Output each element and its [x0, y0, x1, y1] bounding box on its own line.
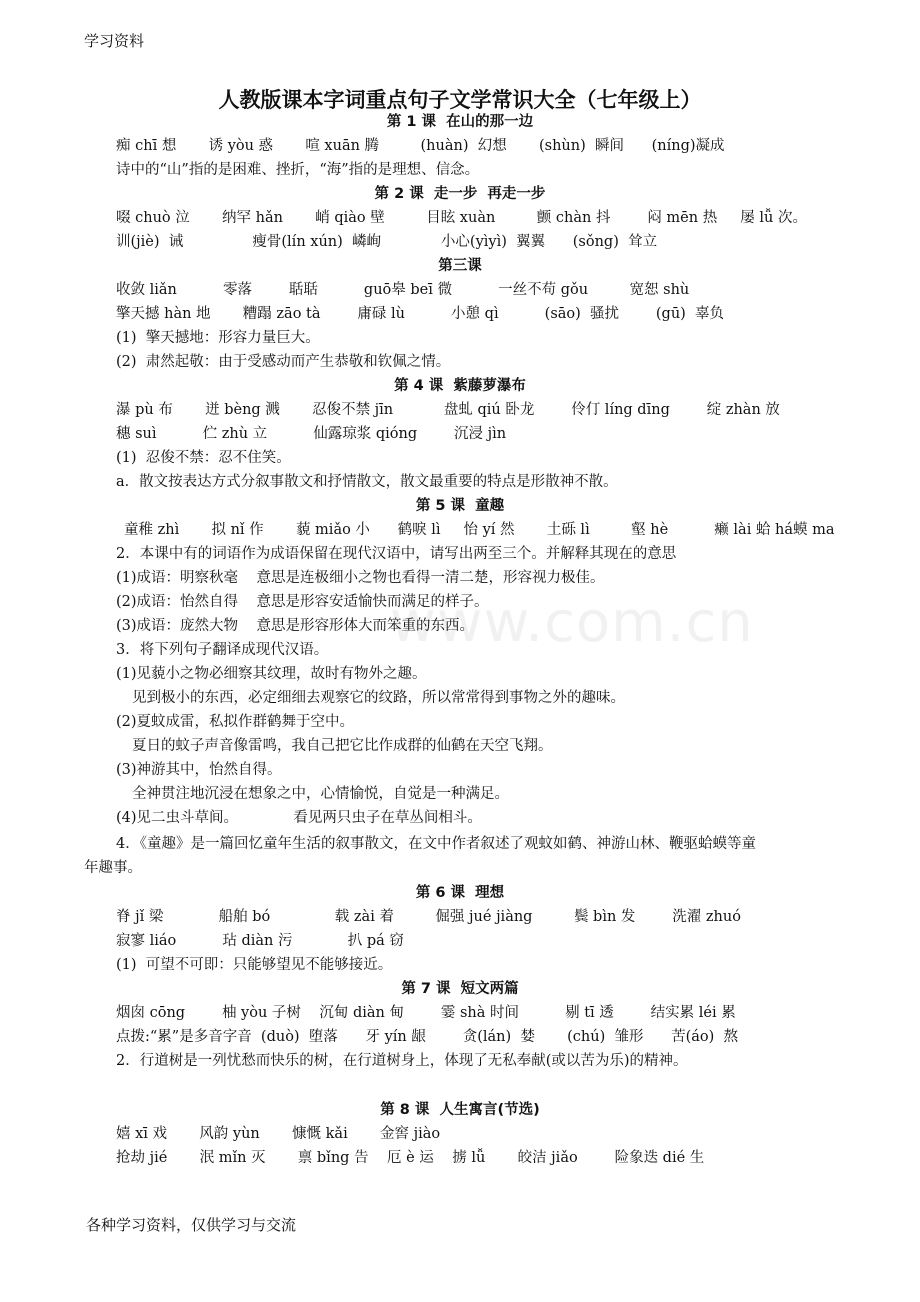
text-line: 寂寥 liáo 玷 diàn 污 扒 pá 窃: [116, 933, 404, 949]
text-line: (4)见二虫斗草间。 看见两只虫子在草丛间相斗。: [116, 810, 482, 826]
lesson-heading: 第 5 课 童趣: [415, 498, 505, 514]
text-line: 啜 chuò 泣 纳罕 hǎn 峭 qiào 壁 目眩 xuàn 颤 chàn 抖 闷 mēn 热 屡 lǚ 次。: [116, 210, 807, 226]
text-line: 童稚 zhì 拟 nǐ 作 藐 miǎo 小 鹤唳 lì 怡 yí 然 土砾 lì 壑 hè 癞 lài 蛤 há蟆 ma: [124, 522, 835, 538]
lesson-heading: 第 2 课 走一步 再走一步: [374, 186, 546, 202]
text-line: (1) 可望不可即：只能够望见不能够接近。: [116, 957, 393, 973]
text-line: 收敛 liǎn 零落 聒聒 guō皋 beī 微 一丝不苟 gǒu 宽恕 shù: [116, 282, 690, 298]
watermark: www.com.cn: [390, 590, 754, 655]
text-line: 训(jiè) 诫 瘦骨(lín xún) 嶙峋 小心(yìyì) 翼翼 (sǒng) 耸立: [116, 234, 658, 250]
text-line: 见到极小的东西，必定细细去观察它的纹路，所以常常得到事物之外的趣味。: [132, 690, 625, 706]
lesson-heading: 第三课: [438, 258, 482, 274]
text-line: 点拨:“累”是多音字音 (duò) 堕落 牙 yín 龈 贪(lán) 婪 (chú) 雏形 苦(áo) 熬: [116, 1029, 739, 1045]
text-line: 年趣事。: [84, 860, 142, 876]
text-line: 瀑 pù 布 迸 bèng 溅 忍俊不禁 jīn 盘虬 qiú 卧龙 伶仃 líng dīng 绽 zhàn 放: [116, 402, 780, 418]
text-line: (1)成语：明察秋毫 意思是连极细小之物也看得一清二楚，形容视力极佳。: [116, 570, 605, 586]
lesson-heading: 第 7 课 短文两篇: [401, 981, 519, 997]
lesson-heading: 第 4 课 紫藤萝瀑布: [394, 378, 526, 394]
text-line: (1) 擎天撼地：形容力量巨大。: [116, 330, 320, 346]
text-line: (1)见藐小之物必细察其纹理，故时有物外之趣。: [116, 666, 427, 682]
text-line: a．散文按表达方式分叙事散文和抒情散文，散文最重要的特点是形散神不散。: [116, 474, 618, 490]
text-line: 穗 suì 伫 zhù 立 仙露琼浆 qióng 沉浸 jìn: [116, 426, 507, 442]
text-line: (3)成语：庞然大物 意思是形容形体大而笨重的东西。: [116, 618, 474, 634]
text-line: 脊 jǐ 梁 船舶 bó 载 zài 着 倔强 jué jiàng 鬓 bìn 发 洗濯 zhuó: [116, 909, 741, 925]
text-line: 痴 chī 想 诱 yòu 惑 喧 xuān 腾 (huàn) 幻想 (shùn) 瞬间 (níng)凝成: [116, 138, 725, 154]
text-line: (2)夏蚊成雷，私拟作群鹤舞于空中。: [116, 714, 355, 730]
header-note: 学习资料: [84, 32, 145, 50]
text-line: (2)成语：怡然自得 意思是形容安适愉快而满足的样子。: [116, 594, 489, 610]
text-line: (3)神游其中，怡然自得。: [116, 762, 282, 778]
lesson-heading: 第 8 课 人生寓言(节选): [380, 1102, 540, 1118]
text-line: 诗中的“山”指的是困难、挫折，“海”指的是理想、信念。: [116, 162, 480, 178]
text-line: 2．行道树是一列忧愁而快乐的树，在行道树身上，体现了无私奉献(或以苦为乐)的精神。: [116, 1053, 688, 1069]
lesson-heading: 第 6 课 理想: [415, 885, 505, 901]
text-line: 烟囱 cōng 柚 yòu 子树 沉甸 diàn 甸 霎 shà 时间 剔 tī 透 结实累 léi 累: [116, 1005, 736, 1021]
text-line: 嬉 xī 戏 风韵 yùn 慷慨 kǎi 金窖 jiào: [116, 1126, 441, 1142]
text-line: (2) 肃然起敬：由于受感动而产生恭敬和钦佩之情。: [116, 354, 451, 370]
text-line: 2．本课中有的词语作为成语保留在现代汉语中，请写出两至三个。并解释其现在的意思: [116, 546, 677, 562]
text-line: 4．《童趣》是一篇回忆童年生活的叙事散文，在文中作者叙述了观蚊如鹤、神游山林、鞭驱蛤蟆等童: [116, 836, 756, 852]
footer-note: 各种学习资料，仅供学习与交流: [86, 1216, 297, 1234]
text-line: (1) 忍俊不禁：忍不住笑。: [116, 450, 291, 466]
text-line: 3．将下列句子翻译成现代汉语。: [116, 642, 329, 658]
text-line: 夏日的蚊子声音像雷鸣，我自己把它比作成群的仙鹤在天空飞翔。: [132, 738, 553, 754]
lesson-heading: 第 1 课 在山的那一边: [386, 114, 534, 130]
document-title: 人教版课本字词重点句子文学常识大全（七年级上）: [218, 88, 702, 112]
text-line: 抢劫 jié 泯 mǐn 灭 禀 bǐng 告 厄 è 运 掳 lǚ 皎洁 jiǎo 险象迭 dié 生: [116, 1150, 705, 1166]
text-line: 擎天撼 hàn 地 糟蹋 zāo tà 庸碌 lù 小憩 qì (sāo) 骚扰 (gū) 辜负: [116, 306, 725, 322]
text-line: 全神贯注地沉浸在想象之中，心情愉悦，自觉是一种满足。: [132, 786, 509, 802]
